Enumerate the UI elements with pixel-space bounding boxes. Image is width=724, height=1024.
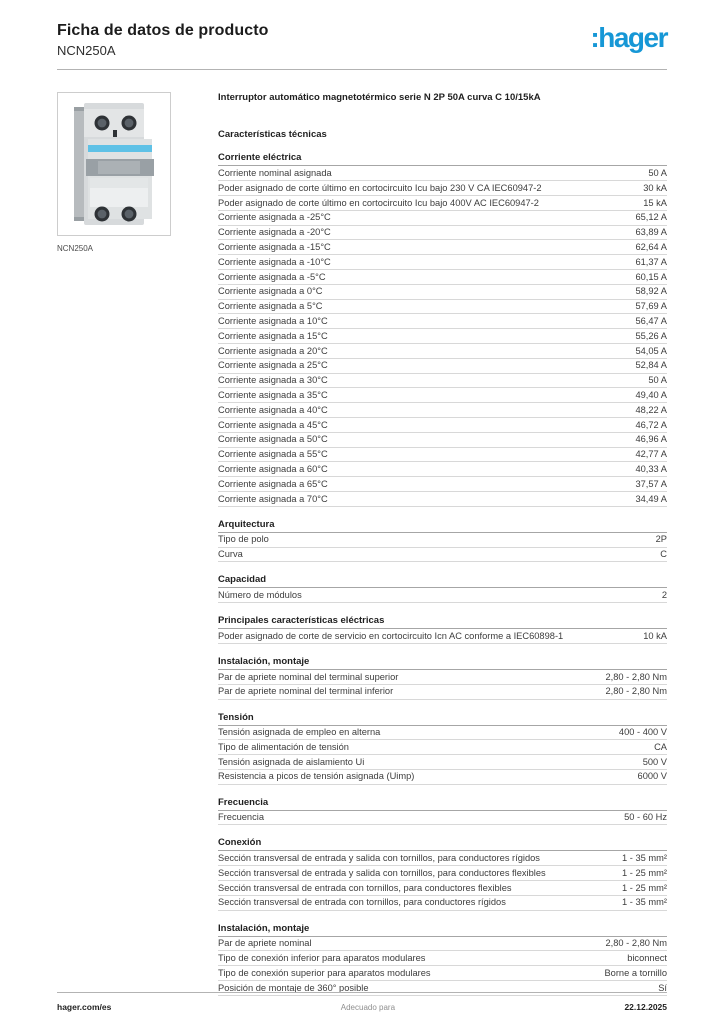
table-row (218, 533, 667, 548)
spec-value: 65,12 A (635, 212, 667, 223)
table-row (218, 388, 667, 403)
spec-value: 2,80 - 2,80 Nm (605, 686, 667, 697)
spec-value: 63,89 A (635, 227, 667, 238)
table-row (218, 740, 667, 755)
spec-value: biconnect (627, 953, 667, 964)
section-title: Tensión (218, 712, 667, 726)
hager-logo: :hager (590, 22, 667, 53)
spec-value: 30 kA (643, 182, 667, 193)
spec-label: Corriente asignada a 70°C (218, 493, 328, 504)
section-title: Instalación, montaje (218, 656, 667, 670)
spec-label: Sección transversal de entrada y salida con tornillos, para conductores rígidos (218, 853, 540, 864)
spec-value: 1 - 25 mm² (622, 882, 667, 893)
spec-label: Corriente asignada a 20°C (218, 345, 328, 356)
table-row (218, 359, 667, 374)
table-row (218, 548, 667, 563)
spec-value: 2,80 - 2,80 Nm (605, 671, 667, 682)
spec-value: 40,33 A (635, 463, 667, 474)
spec-label: Corriente nominal asignada (218, 167, 332, 178)
header-divider (57, 69, 667, 70)
spec-label: Corriente asignada a 30°C (218, 375, 328, 386)
spec-label: Corriente asignada a -5°C (218, 271, 326, 282)
spec-value: 34,49 A (635, 493, 667, 504)
spec-label: Poder asignado de corte último en cortocircuito Icu bajo 230 V CA IEC60947-2 (218, 182, 542, 193)
spec-label: Sección transversal de entrada y salida con tornillos, para conductores flexibles (218, 867, 546, 878)
spec-value: 57,69 A (635, 301, 667, 312)
table-row (218, 492, 667, 507)
section-title: Corriente eléctrica (218, 152, 667, 166)
spec-label: Resistencia a picos de tensión asignada (Uimp) (218, 771, 415, 782)
table-row (218, 811, 667, 826)
table-row (218, 477, 667, 492)
footer-divider (57, 992, 667, 993)
spec-value: 56,47 A (635, 315, 667, 326)
spec-value: 52,84 A (635, 360, 667, 371)
table-row (218, 226, 667, 241)
table-row (218, 966, 667, 981)
spec-value: 42,77 A (635, 449, 667, 460)
product-image-caption: NCN250A (57, 244, 94, 253)
product-column (57, 92, 218, 996)
section-title: Arquitectura (218, 519, 667, 533)
spec-value: 46,96 A (635, 434, 667, 445)
table-row (218, 951, 667, 966)
spec-value: Borne a tornillo (604, 967, 667, 978)
spec-value: 2P (655, 534, 667, 545)
table-row (218, 670, 667, 685)
spec-column (218, 92, 667, 996)
spec-value: 49,40 A (635, 389, 667, 400)
table-row (218, 881, 667, 896)
product-description: Interruptor automático magnetotérmico serie N 2P 50A curva C 10/15kA (218, 92, 541, 103)
spec-value: 61,37 A (635, 256, 667, 267)
footer-row (57, 1002, 667, 1012)
spec-value: 2,80 - 2,80 Nm (605, 938, 667, 949)
spec-label: Posición de montaje de 360° posible (218, 982, 369, 993)
spec-value: 1 - 25 mm² (622, 867, 667, 878)
spec-value: 1 - 35 mm² (622, 897, 667, 908)
spec-value: Sí (658, 982, 667, 993)
table-row (218, 403, 667, 418)
table-row (218, 866, 667, 881)
spec-label: Frecuencia (218, 812, 264, 823)
content (57, 92, 667, 996)
spec-label: Corriente asignada a 40°C (218, 404, 328, 415)
spec-value: 500 V (642, 756, 667, 767)
spec-label: Par de apriete nominal (218, 938, 312, 949)
table-row (218, 433, 667, 448)
table-row (218, 255, 667, 270)
table-row (218, 462, 667, 477)
spec-label: Tensión asignada de empleo en alterna (218, 727, 381, 738)
spec-label: Corriente asignada a -15°C (218, 241, 331, 252)
spec-label: Sección transversal de entrada con tornillos, para conductores rígidos (218, 897, 506, 908)
spec-label: Corriente asignada a 0°C (218, 286, 323, 297)
spec-label: Corriente asignada a 15°C (218, 330, 328, 341)
spec-label: Par de apriete nominal del terminal inferior (218, 686, 394, 697)
tech-characteristics-heading: Características técnicas (218, 129, 327, 141)
spec-value: 6000 V (637, 771, 667, 782)
header-titles (57, 22, 269, 58)
spec-section (218, 837, 667, 910)
spec-label: Tipo de alimentación de tensión (218, 741, 349, 752)
section-title: Frecuencia (218, 797, 667, 811)
table-row (218, 344, 667, 359)
spec-value: 50 A (648, 167, 667, 178)
table-row (218, 755, 667, 770)
spec-value: 50 A (648, 375, 667, 386)
spec-value: 55,26 A (635, 330, 667, 341)
spec-section (218, 574, 667, 603)
table-row (218, 726, 667, 741)
spec-value: 48,22 A (635, 404, 667, 415)
spec-sections (218, 152, 667, 995)
table-row (218, 629, 667, 644)
footer (57, 992, 667, 1012)
table-row (218, 448, 667, 463)
spec-value: 50 - 60 Hz (624, 812, 667, 823)
spec-label: Sección transversal de entrada con tornillos, para conductores flexibles (218, 882, 512, 893)
table-row (218, 851, 667, 866)
spec-label: Corriente asignada a 25°C (218, 360, 328, 371)
spec-value: 10 kA (643, 630, 667, 641)
table-row (218, 588, 667, 603)
spec-label: Corriente asignada a 35°C (218, 389, 328, 400)
spec-section (218, 615, 667, 644)
table-row (218, 329, 667, 344)
circuit-breaker-illustration (68, 101, 160, 227)
spec-label: Corriente asignada a 50°C (218, 434, 328, 445)
spec-label: Tipo de polo (218, 534, 269, 545)
spec-label: Corriente asignada a 45°C (218, 419, 328, 430)
spec-label: Corriente asignada a 5°C (218, 301, 323, 312)
spec-label: Curva (218, 549, 243, 560)
spec-value: 62,64 A (635, 241, 667, 252)
table-row (218, 166, 667, 181)
spec-section (218, 656, 667, 700)
spec-section (218, 712, 667, 785)
spec-label: Corriente asignada a -20°C (218, 227, 331, 238)
spec-value: C (660, 549, 667, 560)
table-row (218, 418, 667, 433)
spec-section (218, 797, 667, 826)
spec-value: 37,57 A (635, 478, 667, 489)
table-row (218, 270, 667, 285)
spec-section (218, 152, 667, 506)
table-row (218, 374, 667, 389)
spec-value: 46,72 A (635, 419, 667, 430)
product-image (57, 92, 171, 236)
spec-label: Corriente asignada a -10°C (218, 256, 331, 267)
table-row (218, 285, 667, 300)
table-row (218, 314, 667, 329)
spec-label: Corriente asignada a 10°C (218, 315, 328, 326)
spec-value: 2 (661, 589, 667, 600)
footer-date: 22.12.2025 (624, 1002, 667, 1012)
footer-website: hager.com/es (57, 1002, 112, 1012)
page-title: Ficha de datos de producto (57, 22, 269, 39)
spec-label: Corriente asignada a 65°C (218, 478, 328, 489)
section-title: Principales características eléctricas (218, 615, 667, 629)
spec-label: Tipo de conexión inferior para aparatos modulares (218, 953, 426, 964)
table-row (218, 770, 667, 785)
table-row (218, 181, 667, 196)
spec-value: 54,05 A (635, 345, 667, 356)
spec-value: 15 kA (643, 197, 667, 208)
spec-label: Poder asignado de corte último en cortocircuito Icu bajo 400V AC IEC60947-2 (218, 197, 539, 208)
spec-value: 1 - 35 mm² (622, 853, 667, 864)
spec-value: 400 - 400 V (618, 727, 667, 738)
table-row (218, 300, 667, 315)
spec-value: CA (654, 741, 667, 752)
spec-label: Poder asignado de corte de servicio en cortocircuito Icn AC conforme a IEC60898-1 (218, 630, 564, 641)
header (57, 22, 667, 58)
table-row (218, 211, 667, 226)
spec-label: Tipo de conexión superior para aparatos modulares (218, 967, 431, 978)
footer-suitable-for: Adecuado para (340, 1003, 396, 1012)
table-row (218, 937, 667, 952)
table-row (218, 685, 667, 700)
spec-value: 60,15 A (635, 271, 667, 282)
spec-label: Número de módulos (218, 589, 302, 600)
spec-section (218, 519, 667, 563)
spec-section (218, 923, 667, 996)
section-title: Instalación, montaje (218, 923, 667, 937)
spec-label: Par de apriete nominal del terminal superior (218, 671, 399, 682)
spec-label: Corriente asignada a 55°C (218, 449, 328, 460)
section-title: Conexión (218, 837, 667, 851)
spec-label: Tensión asignada de aislamiento Ui (218, 756, 365, 767)
spec-label: Corriente asignada a 60°C (218, 463, 328, 474)
spec-value: 58,92 A (635, 286, 667, 297)
table-row (218, 240, 667, 255)
table-row (218, 896, 667, 911)
product-code: NCN250A (57, 43, 116, 58)
section-title: Capacidad (218, 574, 667, 588)
table-row (218, 196, 667, 211)
spec-label: Corriente asignada a -25°C (218, 212, 331, 223)
